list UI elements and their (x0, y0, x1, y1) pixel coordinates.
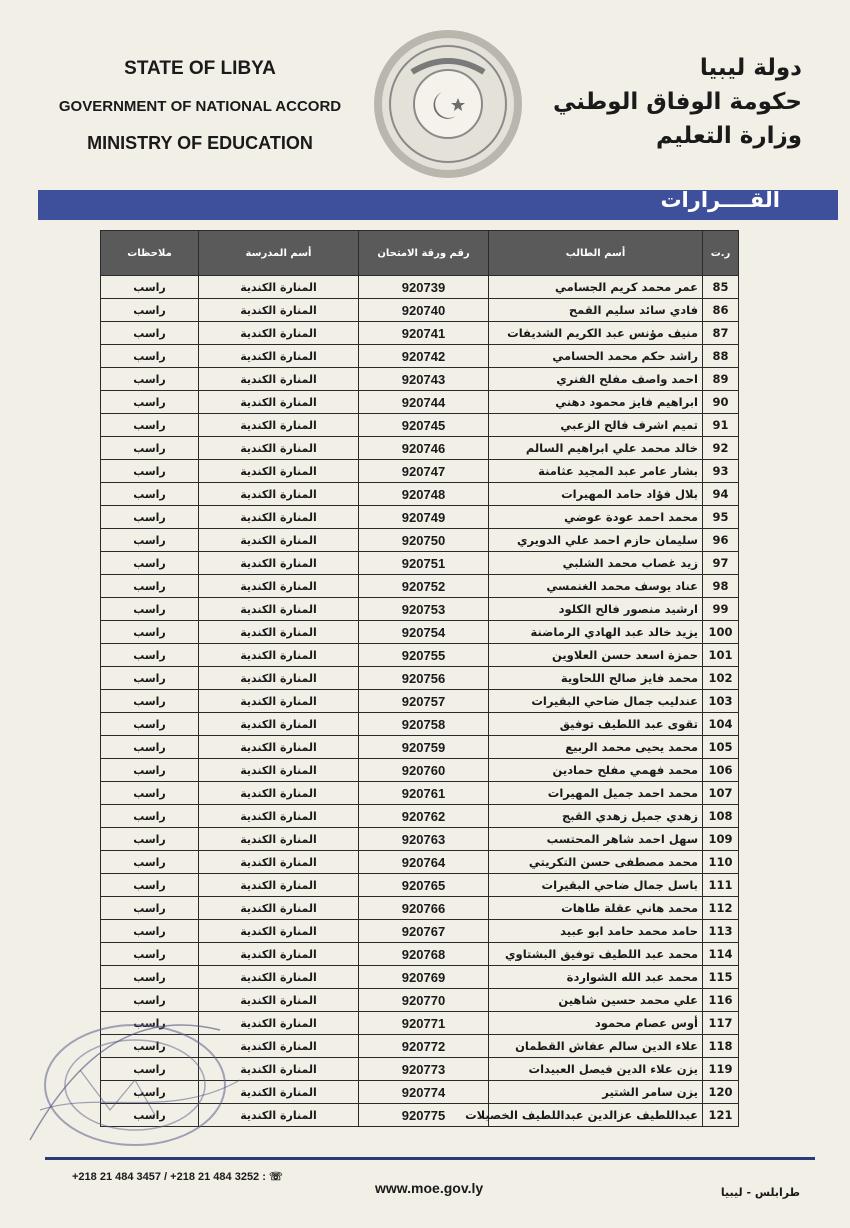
cell-notes: راسب (101, 943, 199, 966)
cell-exam-number: 920765 (359, 874, 489, 897)
footer-phone: +218 21 484 3457 / +218 21 484 3252 : ☏ (72, 1171, 283, 1183)
results-table (100, 230, 739, 1127)
decisions-title: القــــرارات (660, 188, 780, 212)
cell-exam-number: 920760 (359, 759, 489, 782)
table-row (101, 345, 739, 368)
cell-school-name: المنارة الكندية (199, 759, 359, 782)
cell-notes: راسب (101, 989, 199, 1012)
cell-serial-no: 91 (703, 414, 739, 437)
cell-student-name: بلال فؤاد حامد المهيرات (489, 483, 703, 506)
cell-exam-number: 920771 (359, 1012, 489, 1035)
cell-exam-number: 920764 (359, 851, 489, 874)
cell-school-name: المنارة الكندية (199, 805, 359, 828)
cell-serial-no: 89 (703, 368, 739, 391)
cell-exam-number: 920755 (359, 644, 489, 667)
cell-student-name: تقوى عبد اللطيف توفيق (489, 713, 703, 736)
cell-school-name: المنارة الكندية (199, 851, 359, 874)
cell-serial-no: 104 (703, 713, 739, 736)
cell-serial-no: 115 (703, 966, 739, 989)
government-name-en: GOVERNMENT OF NATIONAL ACCORD (58, 98, 342, 115)
cell-exam-number: 920747 (359, 460, 489, 483)
cell-student-name: عبداللطيف عزالدين عبداللطيف الخصيلات (489, 1104, 703, 1127)
cell-notes: راسب (101, 552, 199, 575)
cell-notes: راسب (101, 483, 199, 506)
cell-school-name: المنارة الكندية (199, 483, 359, 506)
table-row (101, 644, 739, 667)
table-row (101, 575, 739, 598)
cell-student-name: محمد هاني عقلة طاهات (489, 897, 703, 920)
cell-student-name: احمد واصف مفلح الفنري (489, 368, 703, 391)
cell-notes: راسب (101, 345, 199, 368)
cell-school-name: المنارة الكندية (199, 1035, 359, 1058)
cell-student-name: يزن علاء الدين فيصل العبيدات (489, 1058, 703, 1081)
cell-exam-number: 920749 (359, 506, 489, 529)
table-row (101, 667, 739, 690)
cell-serial-no: 95 (703, 506, 739, 529)
cell-notes: راسب (101, 598, 199, 621)
header-notes: ملاحظات (101, 231, 199, 276)
table-row (101, 713, 739, 736)
cell-student-name: سليمان حازم احمد علي الدويري (489, 529, 703, 552)
table-row (101, 598, 739, 621)
cell-serial-no: 94 (703, 483, 739, 506)
cell-exam-number: 920742 (359, 345, 489, 368)
cell-exam-number: 920748 (359, 483, 489, 506)
cell-serial-no: 111 (703, 874, 739, 897)
cell-serial-no: 112 (703, 897, 739, 920)
cell-serial-no: 116 (703, 989, 739, 1012)
cell-school-name: المنارة الكندية (199, 966, 359, 989)
cell-serial-no: 98 (703, 575, 739, 598)
cell-notes: راسب (101, 276, 199, 299)
cell-school-name: المنارة الكندية (199, 322, 359, 345)
cell-exam-number: 920740 (359, 299, 489, 322)
cell-school-name: المنارة الكندية (199, 460, 359, 483)
table-row (101, 943, 739, 966)
ministry-name-en: MINISTRY OF EDUCATION (87, 133, 313, 153)
header-exam-number: رقم ورقة الامتحان (359, 231, 489, 276)
cell-serial-no: 100 (703, 621, 739, 644)
cell-student-name: محمد فايز صالح اللحاوية (489, 667, 703, 690)
cell-student-name: سهل احمد شاهر المحتسب (489, 828, 703, 851)
cell-notes: راسب (101, 1012, 199, 1035)
cell-school-name: المنارة الكندية (199, 874, 359, 897)
cell-student-name: ارشيد منصور فالح الكلود (489, 598, 703, 621)
cell-exam-number: 920772 (359, 1035, 489, 1058)
cell-school-name: المنارة الكندية (199, 828, 359, 851)
cell-notes: راسب (101, 736, 199, 759)
cell-school-name: المنارة الكندية (199, 736, 359, 759)
footer-city: طرابلس - ليبيا (720, 1186, 800, 1199)
results-table-container (100, 230, 738, 1127)
cell-student-name: محمد عبد اللطيف توفيق البشتاوي (489, 943, 703, 966)
table-row (101, 897, 739, 920)
cell-serial-no: 105 (703, 736, 739, 759)
cell-student-name: علي محمد حسين شاهين (489, 989, 703, 1012)
cell-serial-no: 88 (703, 345, 739, 368)
cell-exam-number: 920758 (359, 713, 489, 736)
cell-serial-no: 96 (703, 529, 739, 552)
cell-school-name: المنارة الكندية (199, 920, 359, 943)
table-row (101, 1012, 739, 1035)
cell-serial-no: 86 (703, 299, 739, 322)
cell-student-name: أوس عصام محمود (489, 1012, 703, 1035)
table-row (101, 391, 739, 414)
cell-notes: راسب (101, 920, 199, 943)
cell-exam-number: 920744 (359, 391, 489, 414)
cell-notes: راسب (101, 897, 199, 920)
cell-exam-number: 920746 (359, 437, 489, 460)
cell-notes: راسب (101, 759, 199, 782)
cell-school-name: المنارة الكندية (199, 1058, 359, 1081)
cell-exam-number: 920774 (359, 1081, 489, 1104)
state-name-en: STATE OF LIBYA (124, 58, 276, 79)
cell-school-name: المنارة الكندية (199, 943, 359, 966)
cell-exam-number: 920775 (359, 1104, 489, 1127)
cell-student-name: محمد فهمي مفلح حمادين (489, 759, 703, 782)
header-arabic (542, 55, 802, 149)
cell-exam-number: 920759 (359, 736, 489, 759)
header-student-name: أسم الطالب (489, 231, 703, 276)
cell-school-name: المنارة الكندية (199, 506, 359, 529)
cell-school-name: المنارة الكندية (199, 897, 359, 920)
table-row (101, 805, 739, 828)
cell-student-name: حمزة اسعد حسن العلاوين (489, 644, 703, 667)
cell-school-name: المنارة الكندية (199, 437, 359, 460)
cell-serial-no: 110 (703, 851, 739, 874)
cell-school-name: المنارة الكندية (199, 414, 359, 437)
cell-notes: راسب (101, 621, 199, 644)
cell-exam-number: 920769 (359, 966, 489, 989)
cell-school-name: المنارة الكندية (199, 782, 359, 805)
cell-school-name: المنارة الكندية (199, 391, 359, 414)
government-name-ar: حكومة الوفاق الوطني (552, 89, 802, 115)
cell-exam-number: 920743 (359, 368, 489, 391)
cell-exam-number: 920757 (359, 690, 489, 713)
cell-exam-number: 920750 (359, 529, 489, 552)
cell-student-name: تميم اشرف فالح الزعبي (489, 414, 703, 437)
cell-student-name: محمد مصطفى حسن التكريتي (489, 851, 703, 874)
cell-school-name: المنارة الكندية (199, 299, 359, 322)
cell-serial-no: 102 (703, 667, 739, 690)
cell-school-name: المنارة الكندية (199, 575, 359, 598)
cell-notes: راسب (101, 1081, 199, 1104)
cell-student-name: فادي سائد سليم القمح (489, 299, 703, 322)
table-row (101, 1035, 739, 1058)
table-body (101, 276, 739, 1127)
cell-serial-no: 99 (703, 598, 739, 621)
cell-exam-number: 920763 (359, 828, 489, 851)
cell-serial-no: 118 (703, 1035, 739, 1058)
cell-school-name: المنارة الكندية (199, 667, 359, 690)
cell-exam-number: 920767 (359, 920, 489, 943)
cell-student-name: عندليب جمال ضاحي البقيرات (489, 690, 703, 713)
cell-student-name: محمد يحيى محمد الربيع (489, 736, 703, 759)
cell-school-name: المنارة الكندية (199, 598, 359, 621)
cell-student-name: بشار عامر عبد المجيد عثامنة (489, 460, 703, 483)
footer-website-link[interactable]: www.moe.gov.ly (375, 1180, 484, 1196)
cell-student-name: ابراهيم فايز محمود دهني (489, 391, 703, 414)
table-row (101, 759, 739, 782)
cell-notes: راسب (101, 391, 199, 414)
table-row (101, 1104, 739, 1127)
cell-student-name: زيد غصاب محمد الشلبي (489, 552, 703, 575)
cell-school-name: المنارة الكندية (199, 368, 359, 391)
cell-serial-no: 90 (703, 391, 739, 414)
cell-student-name: محمد احمد جميل المهيرات (489, 782, 703, 805)
cell-serial-no: 97 (703, 552, 739, 575)
cell-school-name: المنارة الكندية (199, 644, 359, 667)
table-row (101, 966, 739, 989)
cell-student-name: عمر محمد كريم الجسامي (489, 276, 703, 299)
cell-serial-no: 107 (703, 782, 739, 805)
cell-serial-no: 121 (703, 1104, 739, 1127)
cell-school-name: المنارة الكندية (199, 1081, 359, 1104)
cell-exam-number: 920754 (359, 621, 489, 644)
cell-student-name: يزن سامر الشتير (489, 1081, 703, 1104)
table-row (101, 552, 739, 575)
header-english (40, 58, 360, 154)
cell-notes: راسب (101, 368, 199, 391)
cell-student-name: يزيد خالد عبد الهادي الرماضنة (489, 621, 703, 644)
cell-notes: راسب (101, 299, 199, 322)
cell-notes: راسب (101, 460, 199, 483)
cell-student-name: منيف مؤنس عبد الكريم الشديفات (489, 322, 703, 345)
cell-serial-no: 103 (703, 690, 739, 713)
cell-serial-no: 114 (703, 943, 739, 966)
cell-serial-no: 117 (703, 1012, 739, 1035)
cell-serial-no: 109 (703, 828, 739, 851)
cell-school-name: المنارة الكندية (199, 276, 359, 299)
cell-notes: راسب (101, 414, 199, 437)
table-row (101, 506, 739, 529)
state-name-ar: دولة ليبيا (699, 55, 802, 81)
ministry-name-ar: وزارة التعليم (656, 123, 802, 149)
cell-serial-no: 106 (703, 759, 739, 782)
cell-exam-number: 920773 (359, 1058, 489, 1081)
cell-school-name: المنارة الكندية (199, 989, 359, 1012)
table-row (101, 736, 739, 759)
cell-notes: راسب (101, 1104, 199, 1127)
header-school-name: أسم المدرسة (199, 231, 359, 276)
cell-serial-no: 120 (703, 1081, 739, 1104)
cell-exam-number: 920761 (359, 782, 489, 805)
cell-student-name: حامد محمد حامد ابو عبيد (489, 920, 703, 943)
table-row (101, 414, 739, 437)
cell-serial-no: 85 (703, 276, 739, 299)
government-seal-logo (372, 28, 524, 180)
table-row (101, 276, 739, 299)
cell-notes: راسب (101, 805, 199, 828)
cell-exam-number: 920768 (359, 943, 489, 966)
table-row (101, 368, 739, 391)
cell-notes: راسب (101, 322, 199, 345)
cell-exam-number: 920762 (359, 805, 489, 828)
cell-notes: راسب (101, 437, 199, 460)
cell-serial-no: 93 (703, 460, 739, 483)
cell-school-name: المنارة الكندية (199, 1012, 359, 1035)
cell-notes: راسب (101, 644, 199, 667)
cell-school-name: المنارة الكندية (199, 529, 359, 552)
cell-school-name: المنارة الكندية (199, 345, 359, 368)
cell-student-name: محمد احمد عودة عوضي (489, 506, 703, 529)
cell-school-name: المنارة الكندية (199, 621, 359, 644)
cell-notes: راسب (101, 874, 199, 897)
cell-student-name: عناد يوسف محمد الغنمسي (489, 575, 703, 598)
table-row (101, 322, 739, 345)
cell-notes: راسب (101, 851, 199, 874)
cell-exam-number: 920739 (359, 276, 489, 299)
cell-school-name: المنارة الكندية (199, 1104, 359, 1127)
cell-notes: راسب (101, 506, 199, 529)
table-row (101, 1081, 739, 1104)
table-row (101, 299, 739, 322)
cell-notes: راسب (101, 828, 199, 851)
cell-serial-no: 92 (703, 437, 739, 460)
cell-notes: راسب (101, 690, 199, 713)
table-row (101, 437, 739, 460)
table-row (101, 989, 739, 1012)
table-row (101, 851, 739, 874)
cell-notes: راسب (101, 713, 199, 736)
cell-exam-number: 920751 (359, 552, 489, 575)
cell-student-name: خالد محمد علي ابراهيم السالم (489, 437, 703, 460)
cell-exam-number: 920756 (359, 667, 489, 690)
table-row (101, 483, 739, 506)
table-row (101, 460, 739, 483)
cell-exam-number: 920752 (359, 575, 489, 598)
table-row (101, 782, 739, 805)
cell-notes: راسب (101, 782, 199, 805)
cell-notes: راسب (101, 966, 199, 989)
cell-exam-number: 920741 (359, 322, 489, 345)
cell-serial-no: 113 (703, 920, 739, 943)
cell-school-name: المنارة الكندية (199, 552, 359, 575)
footer-divider (45, 1157, 815, 1160)
cell-notes: راسب (101, 667, 199, 690)
cell-student-name: باسل جمال ضاحي البقيرات (489, 874, 703, 897)
cell-notes: راسب (101, 1035, 199, 1058)
table-row (101, 690, 739, 713)
cell-student-name: علاء الدين سالم عفاش القطمان (489, 1035, 703, 1058)
cell-exam-number: 920753 (359, 598, 489, 621)
cell-student-name: زهدي جميل زهدي القبج (489, 805, 703, 828)
cell-school-name: المنارة الكندية (199, 713, 359, 736)
cell-notes: راسب (101, 529, 199, 552)
cell-exam-number: 920766 (359, 897, 489, 920)
table-row (101, 828, 739, 851)
cell-serial-no: 101 (703, 644, 739, 667)
cell-serial-no: 119 (703, 1058, 739, 1081)
cell-exam-number: 920745 (359, 414, 489, 437)
cell-student-name: راشد حكم محمد الحسامي (489, 345, 703, 368)
cell-serial-no: 108 (703, 805, 739, 828)
cell-exam-number: 920770 (359, 989, 489, 1012)
table-row (101, 529, 739, 552)
cell-student-name: محمد عبد الله الشواردة (489, 966, 703, 989)
cell-notes: راسب (101, 1058, 199, 1081)
table-row (101, 920, 739, 943)
table-row (101, 874, 739, 897)
table-row (101, 621, 739, 644)
cell-school-name: المنارة الكندية (199, 690, 359, 713)
cell-serial-no: 87 (703, 322, 739, 345)
table-row (101, 1058, 739, 1081)
cell-notes: راسب (101, 575, 199, 598)
header-serial-no: ر.ت (703, 231, 739, 276)
table-header-row (101, 231, 739, 276)
